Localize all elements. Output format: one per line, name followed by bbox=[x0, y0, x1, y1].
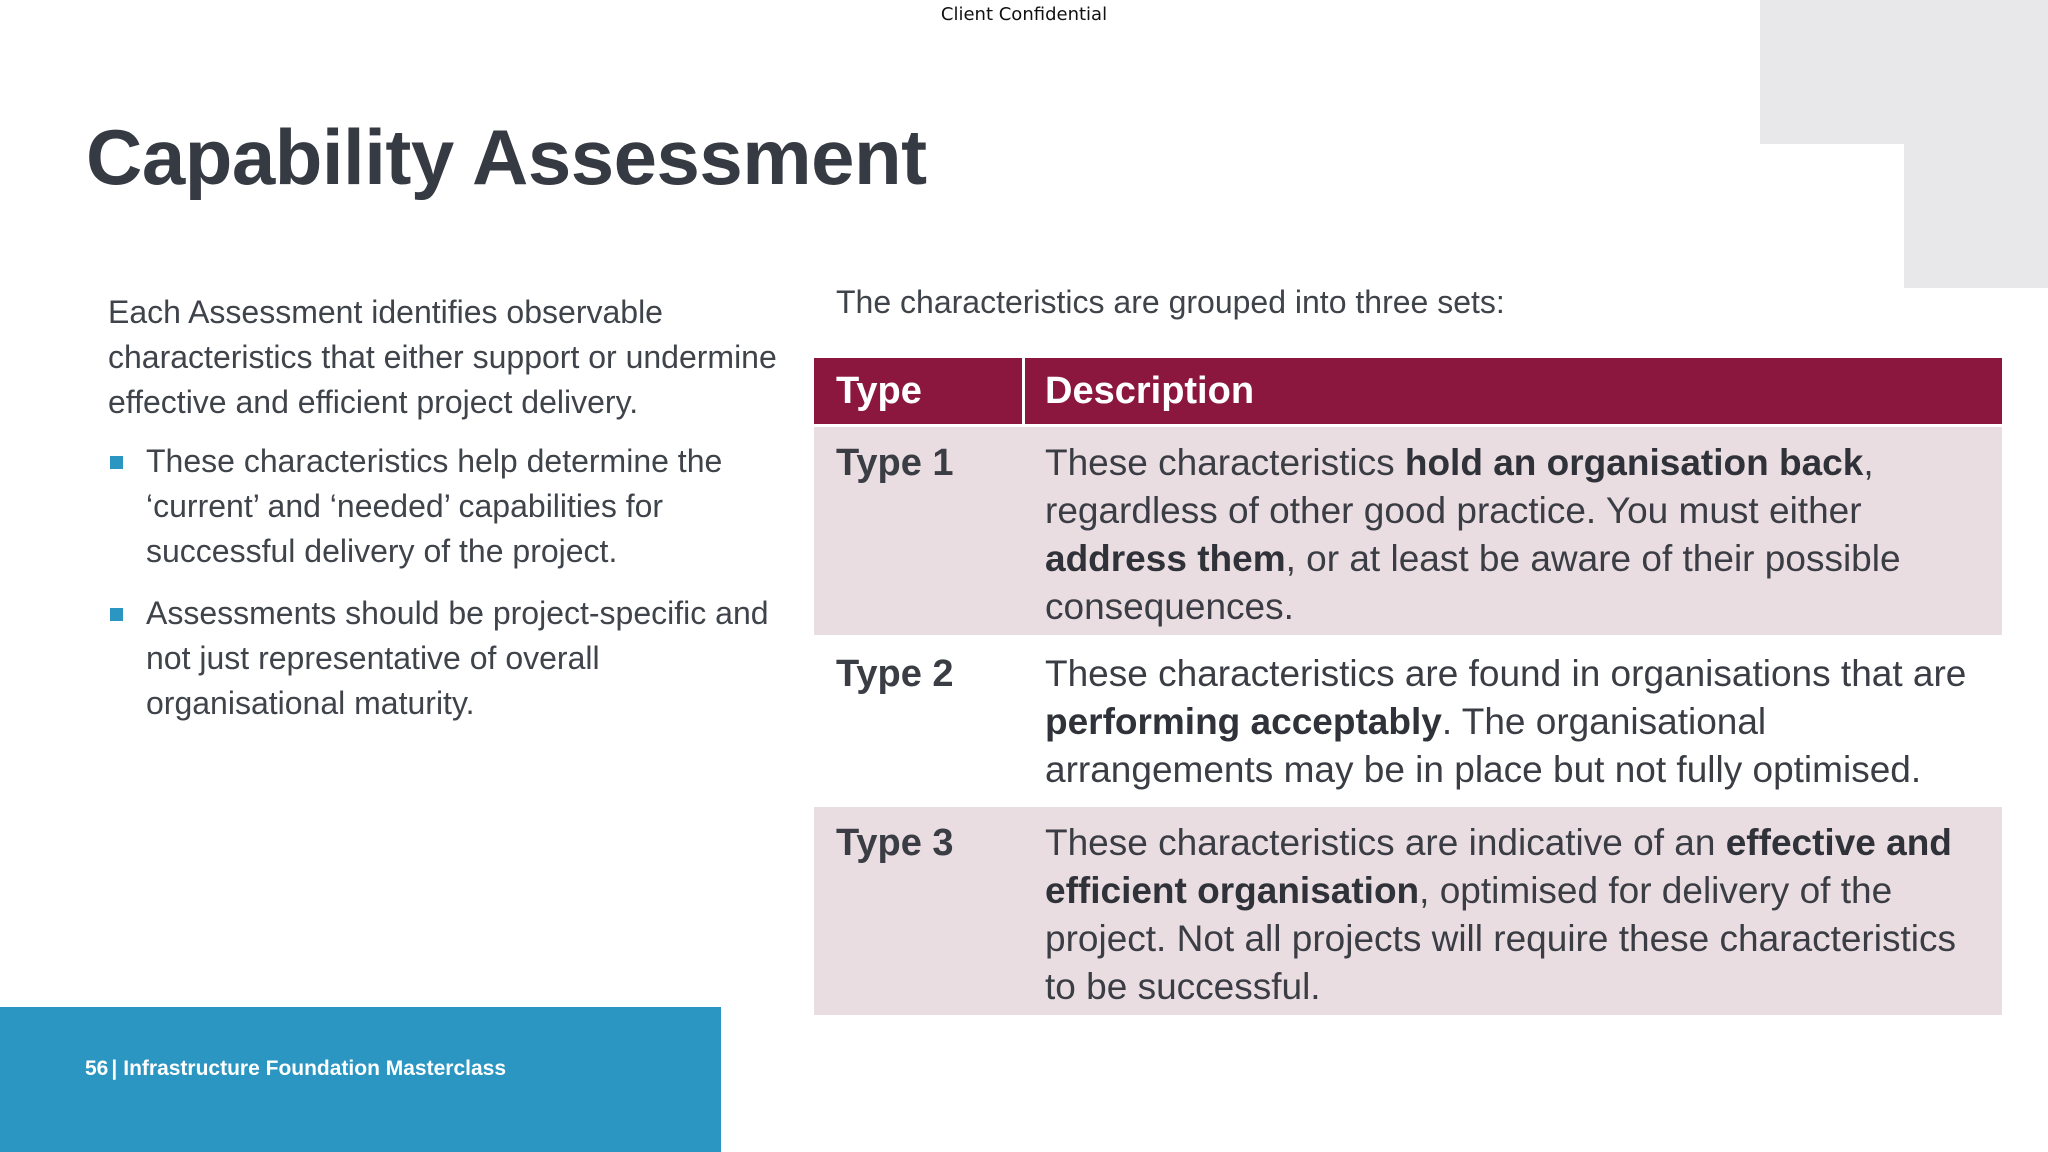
square-bullet-icon bbox=[110, 456, 123, 469]
emphasis-text: address them bbox=[1045, 538, 1286, 579]
bullet-text: These characteristics help determine the ‘current’ and ‘needed’ capabilities for successful delivery of the project. bbox=[146, 443, 723, 569]
table-row-type-2 bbox=[814, 635, 2002, 804]
bullet-text: Assessments should be project-specific and not just representative of overall organisational maturity. bbox=[146, 595, 769, 721]
description-cell bbox=[1025, 638, 2002, 804]
type-cell: Type 2 bbox=[836, 653, 954, 695]
course-name: Infrastructure Foundation Masterclass bbox=[123, 1057, 506, 1080]
footer-separator: | bbox=[111, 1057, 118, 1080]
header-cell-description: Description bbox=[1045, 370, 1255, 412]
description-cell bbox=[1025, 427, 2002, 635]
type-cell: Type 1 bbox=[836, 442, 954, 484]
table-caption: The characteristics are grouped into three sets: bbox=[836, 284, 1505, 320]
description-text: , or at least be aware of their possible consequences. bbox=[1045, 538, 1901, 627]
description-text: , regardless of other good practice. You must either bbox=[1045, 442, 1874, 531]
square-bullet-icon bbox=[110, 608, 123, 621]
confidentiality-label: Client Confidential bbox=[940, 4, 1108, 25]
emphasis-text: hold an organisation back bbox=[1404, 442, 1864, 483]
table-header-row bbox=[814, 358, 2002, 424]
page-number: 56 bbox=[85, 1057, 109, 1080]
bullet-list bbox=[108, 439, 788, 726]
bullet-item bbox=[108, 591, 788, 726]
header-cell-type: Type bbox=[814, 358, 1025, 424]
description-text: , optimised for delivery of the project. Not all projects will require these characteristics to be successful. bbox=[1045, 870, 1956, 1007]
description-cell bbox=[1025, 807, 2002, 1015]
page-title: Capability Assessment bbox=[86, 113, 927, 201]
corner-decoration-block bbox=[1760, 0, 2048, 144]
intro-paragraph: Each Assessment identifies observable characteristics that either support or undermine effective and efficient project delivery. bbox=[108, 294, 777, 420]
description-text: These characteristics are found in organisations that are bbox=[1045, 653, 1967, 694]
intro-section bbox=[108, 290, 788, 743]
table-row-type-3 bbox=[814, 804, 2002, 1015]
bullet-item bbox=[108, 439, 788, 574]
description-text: These characteristics bbox=[1045, 442, 1405, 483]
footer-label bbox=[85, 1057, 506, 1081]
description-text: . The organisational arrangements may be in place but not fully optimised. bbox=[1045, 701, 1922, 790]
emphasis-text: performing acceptably bbox=[1045, 701, 1442, 742]
table-row-type-1 bbox=[814, 424, 2002, 635]
type-cell: Type 3 bbox=[836, 822, 954, 864]
corner-decoration-block-lower bbox=[1904, 144, 2048, 288]
description-text: These characteristics are indicative of an bbox=[1045, 822, 1726, 863]
emphasis-text: effective and efficient organisation bbox=[1045, 822, 1952, 911]
characteristics-table bbox=[814, 358, 2002, 1015]
